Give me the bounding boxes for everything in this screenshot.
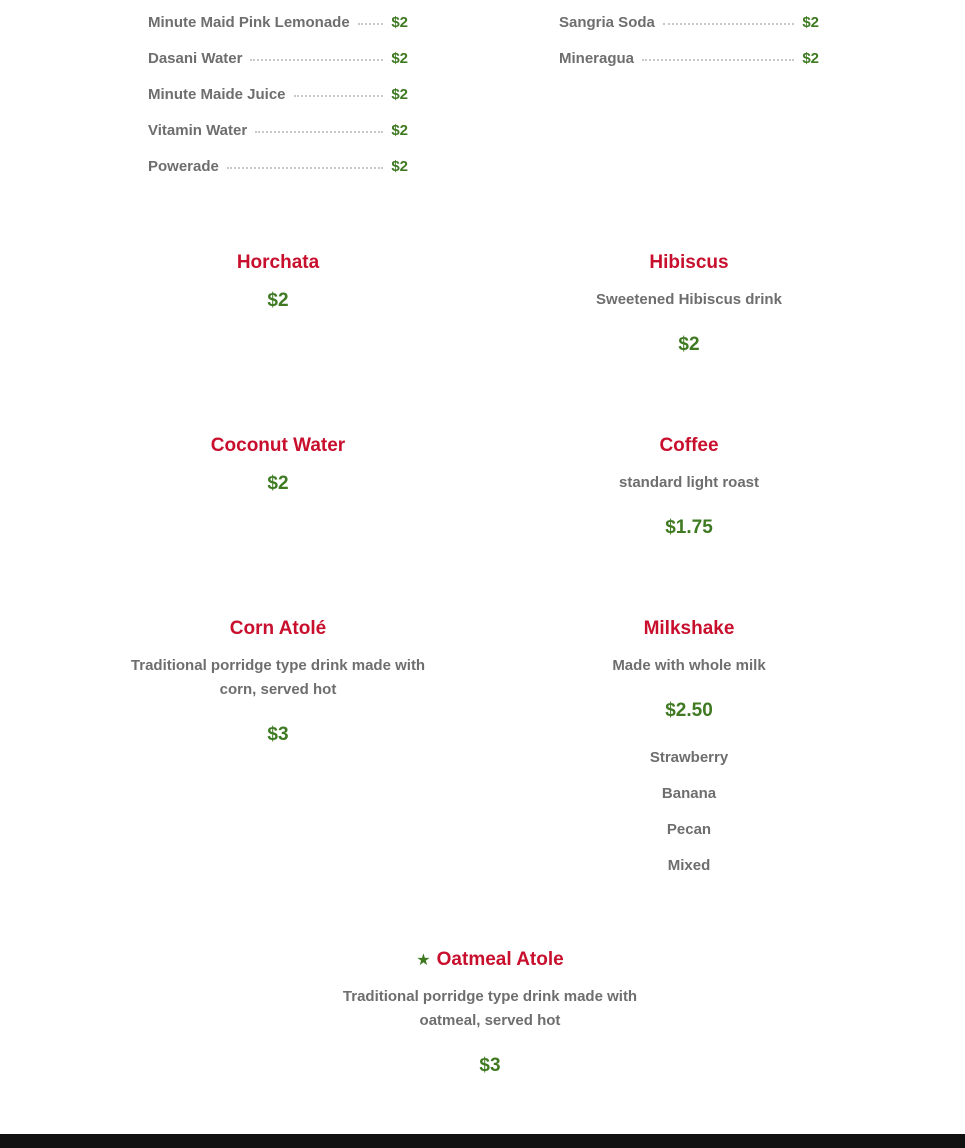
dot-leader: [250, 58, 383, 61]
item-name: Powerade: [148, 158, 219, 175]
list-item: [559, 50, 819, 86]
item-name: Minute Maid Pink Lemonade: [148, 14, 350, 31]
item-title: [330, 947, 650, 973]
item-title: Horchata: [236, 252, 320, 273]
item-description: Traditional porridge type drink made with oatmeal, served hot: [342, 988, 638, 1029]
item-price: $2: [391, 14, 408, 31]
flavor-option: Banana: [661, 785, 717, 802]
drinks-list-left: [148, 14, 408, 194]
item-description: standard light roast: [618, 474, 760, 491]
item-title: Coffee: [659, 435, 719, 456]
item-price: $2.50: [665, 700, 713, 721]
list-item: [148, 158, 408, 194]
menu-item-milkshake: [529, 616, 849, 884]
dot-leader: [294, 94, 384, 97]
item-price: $2: [391, 158, 408, 175]
dot-leader: [663, 22, 794, 25]
item-title: Hibiscus: [649, 252, 729, 273]
star-icon: ★: [416, 952, 431, 969]
flavor-options: [529, 740, 849, 884]
item-name: Mineragua: [559, 50, 635, 67]
list-item: [148, 122, 408, 158]
flavor-option: Strawberry: [649, 749, 729, 766]
flavor-option: Mixed: [667, 857, 711, 874]
item-title: Coconut Water: [210, 435, 346, 456]
menu-item-coffee: [529, 433, 849, 539]
item-price: $2: [802, 50, 819, 67]
item-price: $2: [678, 334, 700, 355]
flavor-option: Pecan: [666, 821, 712, 838]
dot-leader: [227, 166, 383, 169]
item-title: Milkshake: [643, 618, 735, 639]
drinks-list-right: [559, 14, 819, 86]
menu-item-horchata: [118, 250, 438, 312]
item-price: $2: [802, 14, 819, 31]
item-price: $2: [391, 86, 408, 103]
list-item: [148, 14, 408, 50]
item-title-text: Oatmeal Atole: [436, 949, 564, 970]
menu-item-oatmeal-atole: [330, 947, 650, 1077]
item-title: Corn Atolé: [229, 618, 327, 639]
item-description: Sweetened Hibiscus drink: [596, 291, 782, 308]
item-price: $2: [391, 122, 408, 139]
list-item: [148, 86, 408, 122]
item-description: Made with whole milk: [612, 657, 766, 674]
menu-item-hibiscus: [529, 250, 849, 356]
item-name: Dasani Water: [148, 50, 243, 67]
item-price: $3: [267, 724, 289, 745]
list-item: [559, 14, 819, 50]
item-price: $1.75: [665, 517, 713, 538]
item-name: Vitamin Water: [148, 122, 248, 139]
item-description: Traditional porridge type drink made with corn, served hot: [130, 657, 426, 698]
footer-bar: [0, 1134, 965, 1148]
menu-item-corn-atole: [118, 616, 438, 746]
item-name: Minute Maide Juice: [148, 86, 286, 103]
menu-item-coconut-water: [118, 433, 438, 495]
item-price: $3: [479, 1055, 501, 1076]
dot-leader: [642, 58, 794, 61]
dot-leader: [358, 22, 384, 25]
item-price: $2: [267, 473, 289, 494]
item-name: Sangria Soda: [559, 14, 655, 31]
dot-leader: [255, 130, 383, 133]
list-item: [148, 50, 408, 86]
item-price: $2: [267, 290, 289, 311]
item-price: $2: [391, 50, 408, 67]
